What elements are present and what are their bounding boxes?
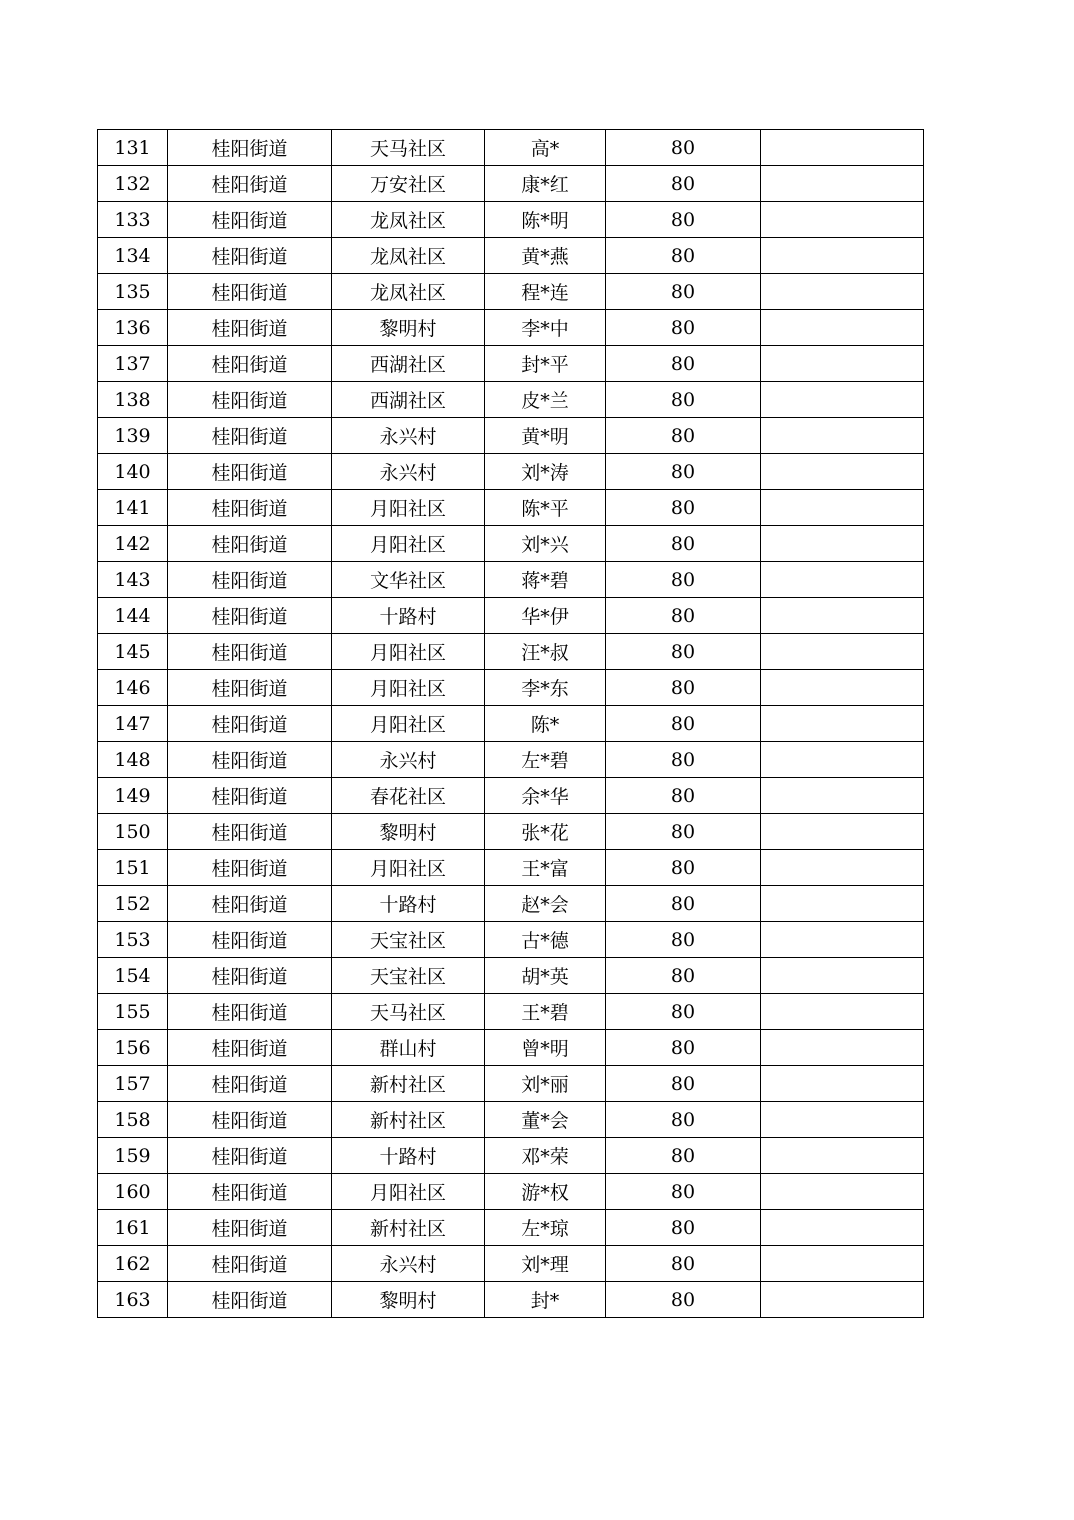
row-number-cell: 145 <box>98 634 168 670</box>
note-cell <box>761 670 924 706</box>
row-number-cell: 147 <box>98 706 168 742</box>
note-cell <box>761 1246 924 1282</box>
community-cell: 永兴村 <box>332 454 485 490</box>
street-cell: 桂阳街道 <box>168 742 332 778</box>
name-cell: 蒋*碧 <box>485 562 606 598</box>
community-cell: 月阳社区 <box>332 634 485 670</box>
note-cell <box>761 1210 924 1246</box>
row-number-cell: 133 <box>98 202 168 238</box>
row-number-cell: 154 <box>98 958 168 994</box>
community-cell: 天宝社区 <box>332 958 485 994</box>
name-cell: 董*会 <box>485 1102 606 1138</box>
note-cell <box>761 1174 924 1210</box>
street-cell: 桂阳街道 <box>168 418 332 454</box>
row-number-cell: 144 <box>98 598 168 634</box>
community-cell: 月阳社区 <box>332 490 485 526</box>
amount-cell: 80 <box>606 382 761 418</box>
street-cell: 桂阳街道 <box>168 526 332 562</box>
amount-cell: 80 <box>606 886 761 922</box>
table-row <box>98 670 924 706</box>
table-row <box>98 202 924 238</box>
name-cell: 李*中 <box>485 310 606 346</box>
amount-cell: 80 <box>606 670 761 706</box>
community-cell: 月阳社区 <box>332 526 485 562</box>
row-number-cell: 140 <box>98 454 168 490</box>
note-cell <box>761 562 924 598</box>
name-cell: 王*碧 <box>485 994 606 1030</box>
name-cell: 左*琼 <box>485 1210 606 1246</box>
street-cell: 桂阳街道 <box>168 1210 332 1246</box>
table-row <box>98 1246 924 1282</box>
table-row <box>98 166 924 202</box>
name-cell: 刘*理 <box>485 1246 606 1282</box>
amount-cell: 80 <box>606 994 761 1030</box>
note-cell <box>761 850 924 886</box>
street-cell: 桂阳街道 <box>168 994 332 1030</box>
table-row <box>98 778 924 814</box>
row-number-cell: 132 <box>98 166 168 202</box>
community-cell: 十路村 <box>332 598 485 634</box>
amount-cell: 80 <box>606 418 761 454</box>
street-cell: 桂阳街道 <box>168 778 332 814</box>
note-cell <box>761 778 924 814</box>
table-row <box>98 706 924 742</box>
amount-cell: 80 <box>606 1030 761 1066</box>
community-cell: 永兴村 <box>332 418 485 454</box>
note-cell <box>761 418 924 454</box>
street-cell: 桂阳街道 <box>168 274 332 310</box>
row-number-cell: 162 <box>98 1246 168 1282</box>
table-row <box>98 274 924 310</box>
row-number-cell: 158 <box>98 1102 168 1138</box>
community-cell: 新村社区 <box>332 1102 485 1138</box>
roster-table-body <box>98 130 924 1318</box>
community-cell: 新村社区 <box>332 1210 485 1246</box>
name-cell: 陈*平 <box>485 490 606 526</box>
row-number-cell: 157 <box>98 1066 168 1102</box>
street-cell: 桂阳街道 <box>168 1138 332 1174</box>
community-cell: 月阳社区 <box>332 1174 485 1210</box>
row-number-cell: 151 <box>98 850 168 886</box>
name-cell: 封* <box>485 1282 606 1318</box>
street-cell: 桂阳街道 <box>168 670 332 706</box>
community-cell: 月阳社区 <box>332 850 485 886</box>
name-cell: 赵*会 <box>485 886 606 922</box>
street-cell: 桂阳街道 <box>168 1174 332 1210</box>
row-number-cell: 149 <box>98 778 168 814</box>
note-cell <box>761 1138 924 1174</box>
street-cell: 桂阳街道 <box>168 850 332 886</box>
name-cell: 刘*兴 <box>485 526 606 562</box>
amount-cell: 80 <box>606 562 761 598</box>
table-row <box>98 130 924 166</box>
table-row <box>98 1282 924 1318</box>
amount-cell: 80 <box>606 130 761 166</box>
row-number-cell: 150 <box>98 814 168 850</box>
row-number-cell: 138 <box>98 382 168 418</box>
name-cell: 刘*丽 <box>485 1066 606 1102</box>
table-row <box>98 346 924 382</box>
note-cell <box>761 886 924 922</box>
community-cell: 西湖社区 <box>332 382 485 418</box>
row-number-cell: 153 <box>98 922 168 958</box>
amount-cell: 80 <box>606 454 761 490</box>
name-cell: 邓*荣 <box>485 1138 606 1174</box>
name-cell: 王*富 <box>485 850 606 886</box>
table-row <box>98 454 924 490</box>
street-cell: 桂阳街道 <box>168 310 332 346</box>
note-cell <box>761 922 924 958</box>
community-cell: 天马社区 <box>332 994 485 1030</box>
community-cell: 黎明村 <box>332 814 485 850</box>
name-cell: 陈* <box>485 706 606 742</box>
community-cell: 新村社区 <box>332 1066 485 1102</box>
amount-cell: 80 <box>606 1102 761 1138</box>
community-cell: 黎明村 <box>332 1282 485 1318</box>
amount-cell: 80 <box>606 526 761 562</box>
amount-cell: 80 <box>606 346 761 382</box>
note-cell <box>761 274 924 310</box>
street-cell: 桂阳街道 <box>168 454 332 490</box>
street-cell: 桂阳街道 <box>168 1030 332 1066</box>
name-cell: 高* <box>485 130 606 166</box>
table-row <box>98 922 924 958</box>
amount-cell: 80 <box>606 274 761 310</box>
table-row <box>98 850 924 886</box>
row-number-cell: 137 <box>98 346 168 382</box>
community-cell: 黎明村 <box>332 310 485 346</box>
roster-table <box>97 129 924 1318</box>
note-cell <box>761 310 924 346</box>
table-row <box>98 742 924 778</box>
row-number-cell: 161 <box>98 1210 168 1246</box>
street-cell: 桂阳街道 <box>168 166 332 202</box>
row-number-cell: 141 <box>98 490 168 526</box>
community-cell: 十路村 <box>332 886 485 922</box>
street-cell: 桂阳街道 <box>168 490 332 526</box>
row-number-cell: 155 <box>98 994 168 1030</box>
community-cell: 月阳社区 <box>332 706 485 742</box>
amount-cell: 80 <box>606 958 761 994</box>
street-cell: 桂阳街道 <box>168 238 332 274</box>
row-number-cell: 134 <box>98 238 168 274</box>
amount-cell: 80 <box>606 1066 761 1102</box>
street-cell: 桂阳街道 <box>168 202 332 238</box>
amount-cell: 80 <box>606 922 761 958</box>
amount-cell: 80 <box>606 1138 761 1174</box>
street-cell: 桂阳街道 <box>168 130 332 166</box>
name-cell: 左*碧 <box>485 742 606 778</box>
table-row <box>98 1138 924 1174</box>
note-cell <box>761 490 924 526</box>
table-row <box>98 598 924 634</box>
amount-cell: 80 <box>606 742 761 778</box>
row-number-cell: 131 <box>98 130 168 166</box>
name-cell: 李*东 <box>485 670 606 706</box>
row-number-cell: 136 <box>98 310 168 346</box>
community-cell: 群山村 <box>332 1030 485 1066</box>
street-cell: 桂阳街道 <box>168 562 332 598</box>
row-number-cell: 146 <box>98 670 168 706</box>
community-cell: 龙凤社区 <box>332 274 485 310</box>
note-cell <box>761 238 924 274</box>
amount-cell: 80 <box>606 598 761 634</box>
community-cell: 文华社区 <box>332 562 485 598</box>
street-cell: 桂阳街道 <box>168 598 332 634</box>
amount-cell: 80 <box>606 706 761 742</box>
row-number-cell: 156 <box>98 1030 168 1066</box>
street-cell: 桂阳街道 <box>168 346 332 382</box>
note-cell <box>761 742 924 778</box>
street-cell: 桂阳街道 <box>168 958 332 994</box>
street-cell: 桂阳街道 <box>168 1102 332 1138</box>
name-cell: 余*华 <box>485 778 606 814</box>
street-cell: 桂阳街道 <box>168 814 332 850</box>
community-cell: 春花社区 <box>332 778 485 814</box>
amount-cell: 80 <box>606 1282 761 1318</box>
amount-cell: 80 <box>606 1246 761 1282</box>
amount-cell: 80 <box>606 814 761 850</box>
street-cell: 桂阳街道 <box>168 706 332 742</box>
row-number-cell: 152 <box>98 886 168 922</box>
name-cell: 陈*明 <box>485 202 606 238</box>
street-cell: 桂阳街道 <box>168 634 332 670</box>
note-cell <box>761 1102 924 1138</box>
note-cell <box>761 994 924 1030</box>
table-row <box>98 994 924 1030</box>
table-row <box>98 562 924 598</box>
street-cell: 桂阳街道 <box>168 1246 332 1282</box>
row-number-cell: 163 <box>98 1282 168 1318</box>
note-cell <box>761 526 924 562</box>
community-cell: 天宝社区 <box>332 922 485 958</box>
row-number-cell: 142 <box>98 526 168 562</box>
row-number-cell: 159 <box>98 1138 168 1174</box>
table-row <box>98 814 924 850</box>
amount-cell: 80 <box>606 634 761 670</box>
community-cell: 永兴村 <box>332 742 485 778</box>
amount-cell: 80 <box>606 166 761 202</box>
note-cell <box>761 346 924 382</box>
amount-cell: 80 <box>606 490 761 526</box>
name-cell: 黄*燕 <box>485 238 606 274</box>
amount-cell: 80 <box>606 202 761 238</box>
name-cell: 刘*涛 <box>485 454 606 490</box>
name-cell: 汪*叔 <box>485 634 606 670</box>
note-cell <box>761 814 924 850</box>
name-cell: 封*平 <box>485 346 606 382</box>
table-row <box>98 1030 924 1066</box>
amount-cell: 80 <box>606 1210 761 1246</box>
name-cell: 华*伊 <box>485 598 606 634</box>
name-cell: 古*德 <box>485 922 606 958</box>
community-cell: 万安社区 <box>332 166 485 202</box>
amount-cell: 80 <box>606 778 761 814</box>
note-cell <box>761 1282 924 1318</box>
amount-cell: 80 <box>606 310 761 346</box>
note-cell <box>761 1066 924 1102</box>
table-row <box>98 418 924 454</box>
table-row <box>98 526 924 562</box>
table-row <box>98 310 924 346</box>
note-cell <box>761 634 924 670</box>
community-cell: 月阳社区 <box>332 670 485 706</box>
name-cell: 张*花 <box>485 814 606 850</box>
note-cell <box>761 202 924 238</box>
table-row <box>98 634 924 670</box>
row-number-cell: 135 <box>98 274 168 310</box>
note-cell <box>761 706 924 742</box>
street-cell: 桂阳街道 <box>168 382 332 418</box>
table-row <box>98 490 924 526</box>
community-cell: 龙凤社区 <box>332 238 485 274</box>
name-cell: 黄*明 <box>485 418 606 454</box>
table-row <box>98 1066 924 1102</box>
amount-cell: 80 <box>606 850 761 886</box>
amount-cell: 80 <box>606 238 761 274</box>
row-number-cell: 139 <box>98 418 168 454</box>
table-row <box>98 1174 924 1210</box>
name-cell: 程*连 <box>485 274 606 310</box>
name-cell: 游*权 <box>485 1174 606 1210</box>
community-cell: 永兴村 <box>332 1246 485 1282</box>
table-row <box>98 382 924 418</box>
community-cell: 龙凤社区 <box>332 202 485 238</box>
note-cell <box>761 382 924 418</box>
note-cell <box>761 454 924 490</box>
community-cell: 西湖社区 <box>332 346 485 382</box>
table-row <box>98 238 924 274</box>
row-number-cell: 160 <box>98 1174 168 1210</box>
community-cell: 十路村 <box>332 1138 485 1174</box>
community-cell: 天马社区 <box>332 130 485 166</box>
street-cell: 桂阳街道 <box>168 1282 332 1318</box>
name-cell: 曾*明 <box>485 1030 606 1066</box>
street-cell: 桂阳街道 <box>168 922 332 958</box>
table-row <box>98 886 924 922</box>
row-number-cell: 143 <box>98 562 168 598</box>
note-cell <box>761 130 924 166</box>
table-row <box>98 1210 924 1246</box>
row-number-cell: 148 <box>98 742 168 778</box>
table-row <box>98 1102 924 1138</box>
note-cell <box>761 166 924 202</box>
table-row <box>98 958 924 994</box>
name-cell: 康*红 <box>485 166 606 202</box>
name-cell: 胡*英 <box>485 958 606 994</box>
note-cell <box>761 1030 924 1066</box>
amount-cell: 80 <box>606 1174 761 1210</box>
street-cell: 桂阳街道 <box>168 886 332 922</box>
note-cell <box>761 958 924 994</box>
note-cell <box>761 598 924 634</box>
street-cell: 桂阳街道 <box>168 1066 332 1102</box>
name-cell: 皮*兰 <box>485 382 606 418</box>
